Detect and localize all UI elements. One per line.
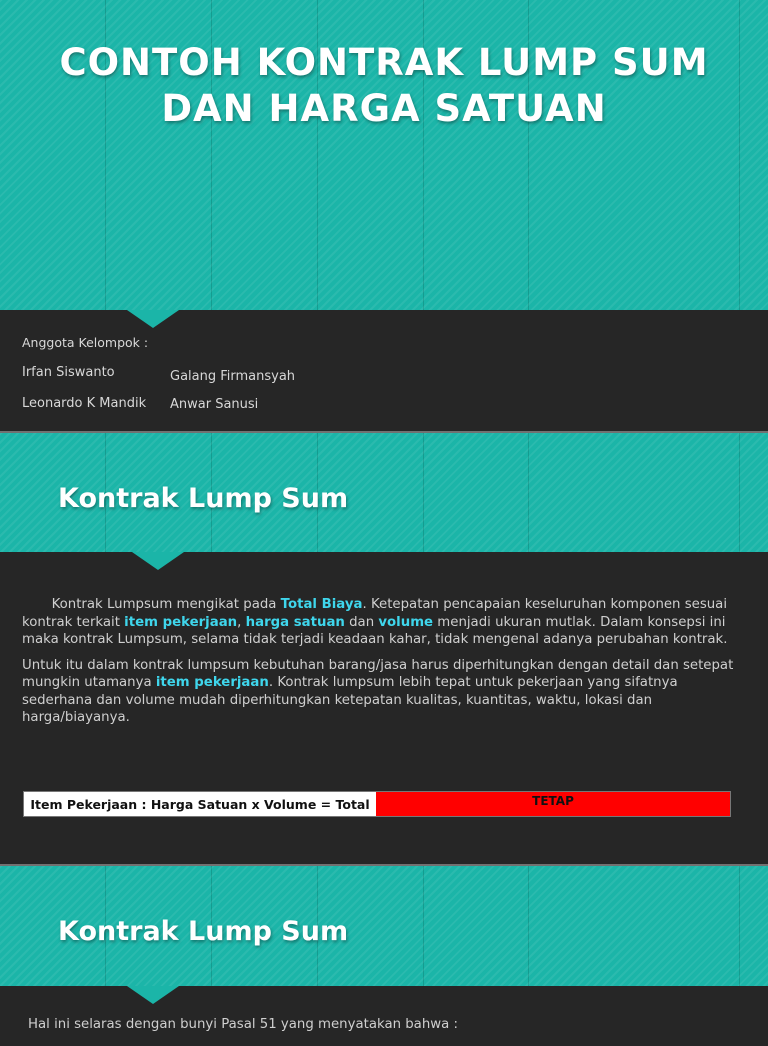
text-span: . Kontrak lumpsum lebih tepat untuk pekerjaan yang sifatnya sederhana dan volume mudah diperhitungkan ketepatan kualitas, kuantitas, waktu, lokasi dan harga/biayanya. [22,675,678,725]
slide-3-body-panel [0,986,768,1046]
highlight-total-biaya: Total Biaya [280,597,363,612]
formula-status-cell: TETAP [376,792,730,816]
highlight-item-pekerjaan: item pekerjaan [124,614,238,630]
notch-decoration [127,310,179,328]
member-name: Galang Firmansyah [170,369,296,384]
paragraph-1 [22,596,748,649]
slide-3 [0,866,768,1046]
slide-1 [0,0,768,431]
title-line-2: DAN HARGA SATUAN [161,87,607,130]
notch-decoration [127,986,179,1004]
slide-1-members-panel [0,310,768,431]
slide-2-body [22,596,748,735]
title-line-1: CONTOH KONTRAK LUMP SUM [59,41,709,84]
formula-table [23,791,731,817]
slide-1-title [0,40,768,132]
slide-2-heading-panel [0,433,768,552]
member-name: Anwar Sanusi [170,397,259,412]
text-span: dan [344,614,379,630]
highlight-harga-satuan: harga satuan [245,614,345,630]
text-span: Kontrak Lumpsum mengikat pada [51,597,281,612]
slide-2-heading: Kontrak Lump Sum [58,483,349,514]
slide-3-heading-panel [0,866,768,986]
formula-cell: Item Pekerjaan : Harga Satuan x Volume = Total [24,792,376,816]
highlight-item-pekerjaan: item pekerjaan [155,675,269,690]
text-span: , [237,614,246,630]
paragraph-2 [22,657,748,727]
slide-2 [0,433,768,864]
notch-decoration [132,552,184,570]
slide-3-heading: Kontrak Lump Sum [58,916,349,947]
slide-3-body: Hal ini selaras dengan bunyi Pasal 51 yang menyatakan bahwa : [28,1017,458,1032]
member-name: Irfan Siswanto [22,365,115,380]
member-name: Leonardo K Mandik [22,396,147,411]
highlight-volume: volume [378,614,434,630]
text-span: menjadi ukuran mutlak. Dalam konsepsi ini maka kontrak Lumpsum, selama tidak terjadi keadaan kahar, tidak mengenal adanya perubahan kontrak. [22,614,728,647]
text-span: . Ketepatan pencapaian keseluruhan komponen sesuai kontrak terkait [22,597,728,630]
text-span: Untuk itu dalam kontrak lumpsum kebutuhan barang/jasa harus diperhitungkan dengan detail dan setepat mungkin utamanya [22,657,734,690]
slide-1-title-panel [0,0,768,310]
members-label: Anggota Kelompok : [22,335,149,350]
slide-2-body-panel [0,552,768,864]
